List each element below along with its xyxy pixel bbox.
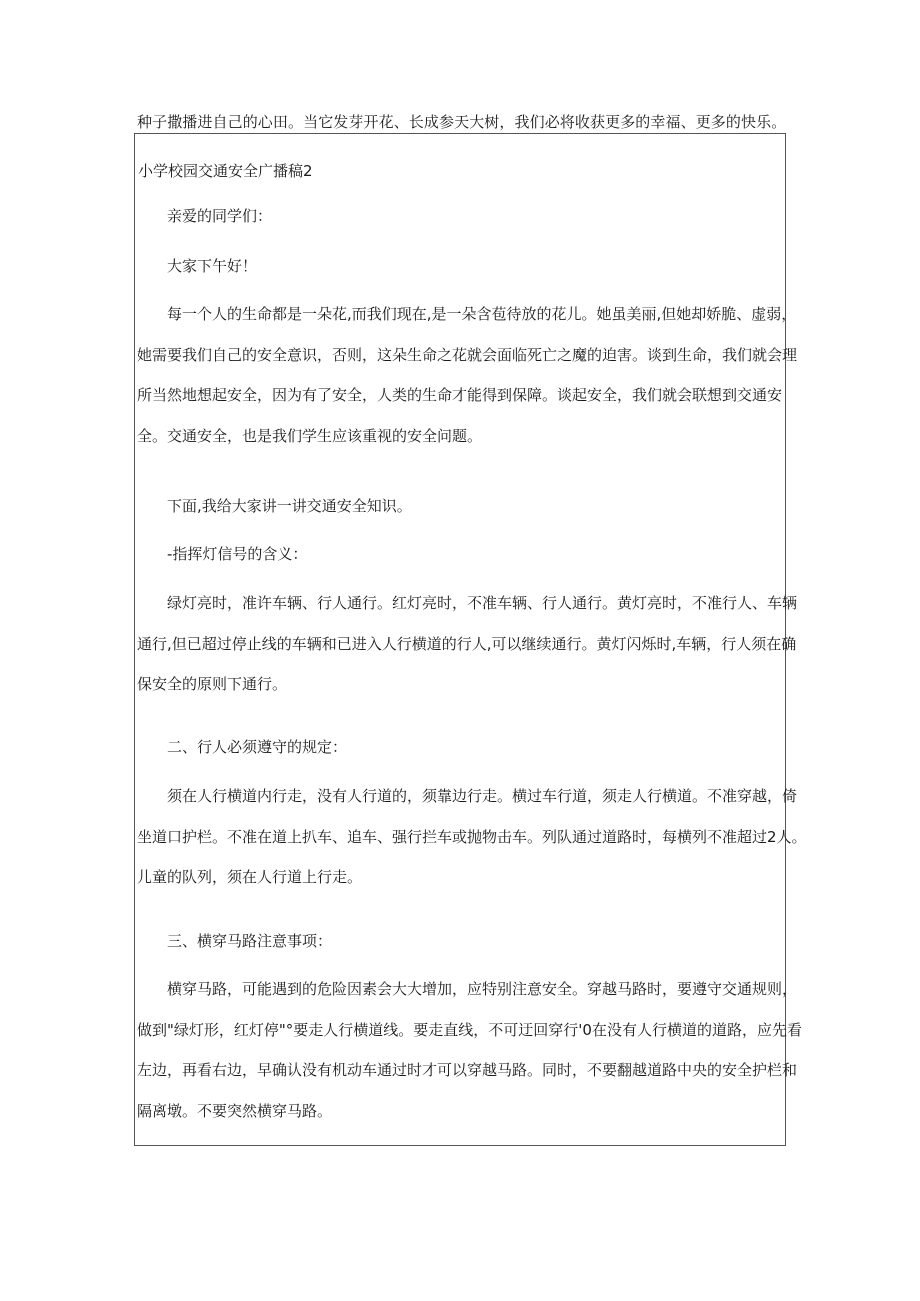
paragraph-intro-knowledge [135, 496, 785, 516]
paragraph-line: 所当然地想起安全，因为有了安全，人类的生命才能得到保障。谈起安全，我们就会联想到交通安 [137, 386, 783, 404]
section-heading-pedestrian-rules [135, 737, 785, 757]
paragraph-line: 隔离墩。不要突然横穿马路。 [137, 1101, 333, 1120]
paragraph-pedestrian-rules [135, 786, 807, 887]
section-heading-crossing-road [135, 931, 785, 951]
paragraph-line: 横穿马路，可能遇到的危险因素会大大增加，应特别注意安全。穿越马路时，要遵守交通规则， [167, 980, 798, 998]
intro-paragraph-tail: 种子撒播进自己的心田。当它发芽开花、长成参天大树，我们必将收获更多的幸福、更多的快乐。 [137, 113, 787, 131]
section-heading: 三、横穿马路注意事项： [167, 932, 333, 950]
paragraph-line: 她需要我们自己的安全意识，否则，这朵生命之花就会面临死亡之魔的迫害。谈到生命，我们就会理 [137, 345, 798, 364]
document-content-box [134, 133, 807, 1146]
paragraph-crossing-road [135, 979, 802, 1121]
paragraph-line: 做到"绿灯形，红灯停"°要走人行横道线。要走直线，不可迂回穿行'0在没有人行横道的道路，应先看 [137, 1020, 802, 1039]
hello-paragraph [135, 256, 785, 276]
paragraph-line: 左边，再看右边，早确认没有机动车通过时才可以穿越马路。同时，不要翻越道路中央的安全护栏和 [137, 1061, 798, 1079]
paragraph-line: 下面,我给大家讲一讲交通安全知识。 [167, 497, 412, 515]
paragraph-line: 通行,但已超过停止线的车辆和已进入人行横道的行人,可以继续通行。黄灯闪烁时,车辆，行人须在确 [137, 634, 797, 653]
hello-line: 大家下午好！ [167, 257, 258, 275]
paragraph-line: 全。交通安全，也是我们学生应该重视的安全问题。 [137, 426, 483, 445]
paragraph-line: 每一个人的生命都是一朵花,而我们现在,是一朵含苞待放的花儿。她虽美丽,但她却娇脆、虚弱， [167, 305, 797, 323]
paragraph-line: 须在人行横道内行走，没有人行道的，须靠边行走。横过车行道，须走人行横道。不准穿越，倚 [167, 787, 798, 805]
paragraph-line: 绿灯亮时，准许车辆、行人通行。红灯亮时，不准车辆、行人通行。黄灯亮时，不准行人、车辆 [167, 594, 798, 612]
paragraph-signal-lights [135, 593, 798, 694]
greeting-paragraph [135, 206, 785, 226]
paragraph-line: 坐道口护栏。不准在道上扒车、追车、强行拦车或抛物击车。列队通过道路时，每横列不准超过2人。 [137, 827, 807, 846]
section-heading-signal-lights [135, 544, 785, 564]
document-title: 小学校园交通安全广播稿2 [138, 162, 313, 180]
paragraph-line: 保安全的原则下通行。 [137, 675, 288, 693]
section-heading: -指挥灯信号的含义： [167, 545, 308, 563]
greeting-line: 亲爱的同学们： [167, 207, 273, 225]
paragraph-life-safety [135, 304, 798, 446]
section-heading: 二、行人必须遵守的规定： [167, 738, 348, 756]
paragraph-line: 儿童的队列，须在人行道上行走。 [137, 868, 363, 886]
